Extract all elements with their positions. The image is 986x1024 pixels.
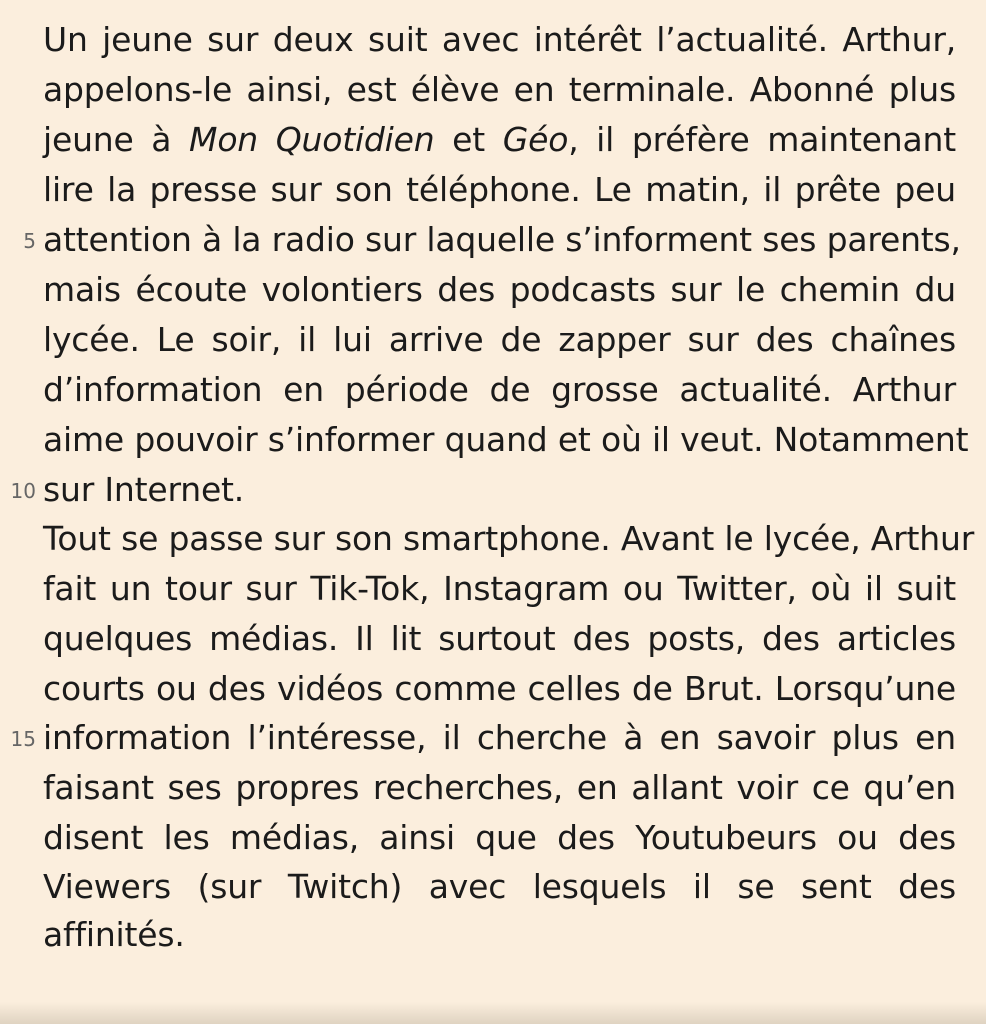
page-bottom-shadow bbox=[0, 1002, 986, 1024]
text-line-1: Un jeune sur deux suit avec intérêt l’actualité. Arthur, bbox=[43, 20, 956, 59]
line-number-10: 10 bbox=[10, 479, 36, 503]
text-line-11: Tout se passe sur son smartphone. Avant le lycée, Arthur bbox=[43, 519, 975, 558]
text-line-8: d’information en période de grosse actualité. Arthur bbox=[43, 370, 956, 409]
line-number-5: 5 bbox=[23, 229, 36, 253]
text-line-9: aime pouvoir s’informer quand et où il veut. Notamment bbox=[43, 420, 969, 459]
text-segment: et bbox=[434, 120, 503, 159]
text-line-13: quelques médias. Il lit surtout des posts, des articles bbox=[43, 619, 956, 658]
text-line-3 bbox=[43, 115, 956, 165]
text-segment: jeune à bbox=[43, 120, 190, 159]
text-line-10: sur Internet. bbox=[43, 470, 245, 509]
text-line-4: lire la presse sur son téléphone. Le matin, il prête peu bbox=[43, 170, 956, 209]
text-line-14: courts ou des vidéos comme celles de Brut. Lorsqu’une bbox=[43, 669, 956, 708]
text-segment: , il préfère maintenant bbox=[568, 120, 956, 159]
text-line-12: fait un tour sur Tik-Tok, Instagram ou Twitter, où il suit bbox=[43, 569, 956, 608]
text-line-6: mais écoute volontiers des podcasts sur le chemin du bbox=[43, 270, 956, 309]
text-line-5: attention à la radio sur laquelle s’informent ses parents, bbox=[43, 220, 961, 259]
text-line-7: lycée. Le soir, il lui arrive de zapper sur des chaînes bbox=[43, 320, 956, 359]
text-line-19: affinités. bbox=[43, 915, 185, 954]
text-line-18: Viewers (sur Twitch) avec lesquels il se sent des bbox=[43, 867, 956, 906]
text-line-17: disent les médias, ainsi que des Youtubeurs ou des bbox=[43, 818, 956, 857]
line-number-15: 15 bbox=[10, 727, 36, 751]
magazine-title-mon-quotidien: Mon Quotidien bbox=[189, 120, 435, 159]
text-line-15: information l’intéresse, il cherche à en savoir plus en bbox=[43, 718, 956, 757]
magazine-title-geo: Géo bbox=[502, 120, 569, 159]
text-line-16: faisant ses propres recherches, en allant voir ce qu’en bbox=[43, 768, 956, 807]
text-line-2: appelons-le ainsi, est élève en terminale. Abonné plus bbox=[43, 70, 956, 109]
